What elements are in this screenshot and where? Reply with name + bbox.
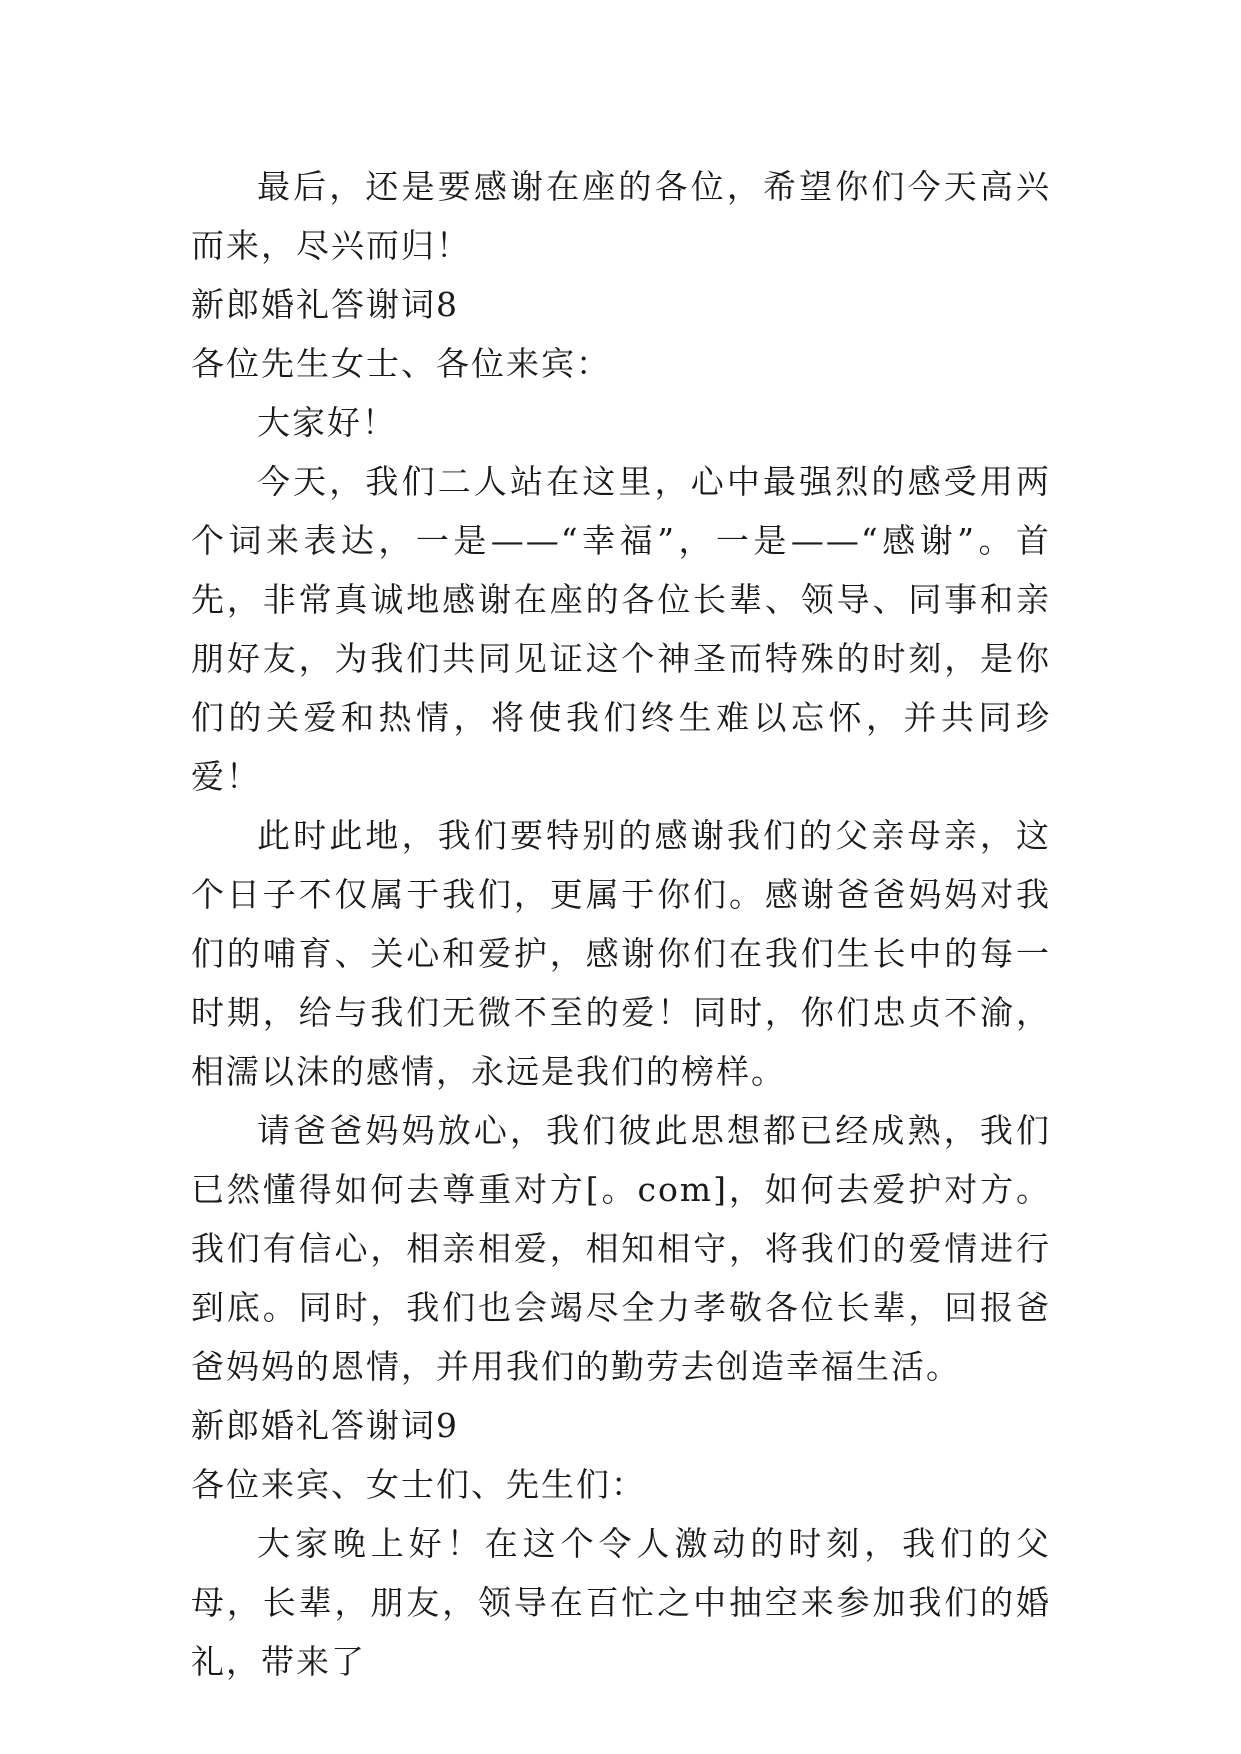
section-heading-9: 新郎婚礼答谢词9 bbox=[191, 1406, 459, 1445]
salutation-8: 各位先生女士、各位来宾： bbox=[191, 344, 611, 383]
greeting-9: 大家晚上好！在这个令人激动的时刻，我们的父母，长辈，朋友，领导在百忙之中抽空来参加我们的婚礼，带来了 bbox=[191, 1524, 1051, 1681]
paragraph-promise: 请爸爸妈妈放心，我们彼此思想都已经成熟，我们已然懂得如何去尊重对方[。com]，如何去爱护对方。我们有信心，相亲相爱，相知相守，将我们的爱情进行到底。同时，我们也会竭尽全力孝敬各位长辈，回报爸爸妈妈的恩情，并用我们的勤劳去创造幸福生活。 bbox=[191, 1111, 1051, 1386]
greeting-8: 大家好！ bbox=[257, 403, 397, 442]
salutation-9: 各位来宾、女士们、先生们： bbox=[191, 1465, 646, 1504]
paragraph-happiness-thanks: 今天，我们二人站在这里，心中最强烈的感受用两个词来表达，一是——“幸福”，一是——“感谢”。首先，非常真诚地感谢在座的各位长辈、领导、同事和亲朋好友，为我们共同见证这个神圣而特殊的时刻，是你们的关爱和热情，将使我们终生难以忘怀，并共同珍爱！ bbox=[191, 462, 1051, 796]
paragraph-thanks-parents: 此时此地，我们要特别的感谢我们的父亲母亲，这个日子不仅属于我们，更属于你们。感谢爸爸妈妈对我们的哺育、关心和爱护，感谢你们在我们生长中的每一时期，给与我们无微不至的爱！同时，你们忠贞不渝，相濡以沫的感情，永远是我们的榜样。 bbox=[191, 816, 1051, 1091]
section-heading-8: 新郎婚礼答谢词8 bbox=[191, 285, 459, 324]
paragraph-closing-thanks: 最后，还是要感谢在座的各位，希望你们今天高兴而来，尽兴而归！ bbox=[191, 167, 1051, 265]
document-body bbox=[191, 157, 1051, 1691]
